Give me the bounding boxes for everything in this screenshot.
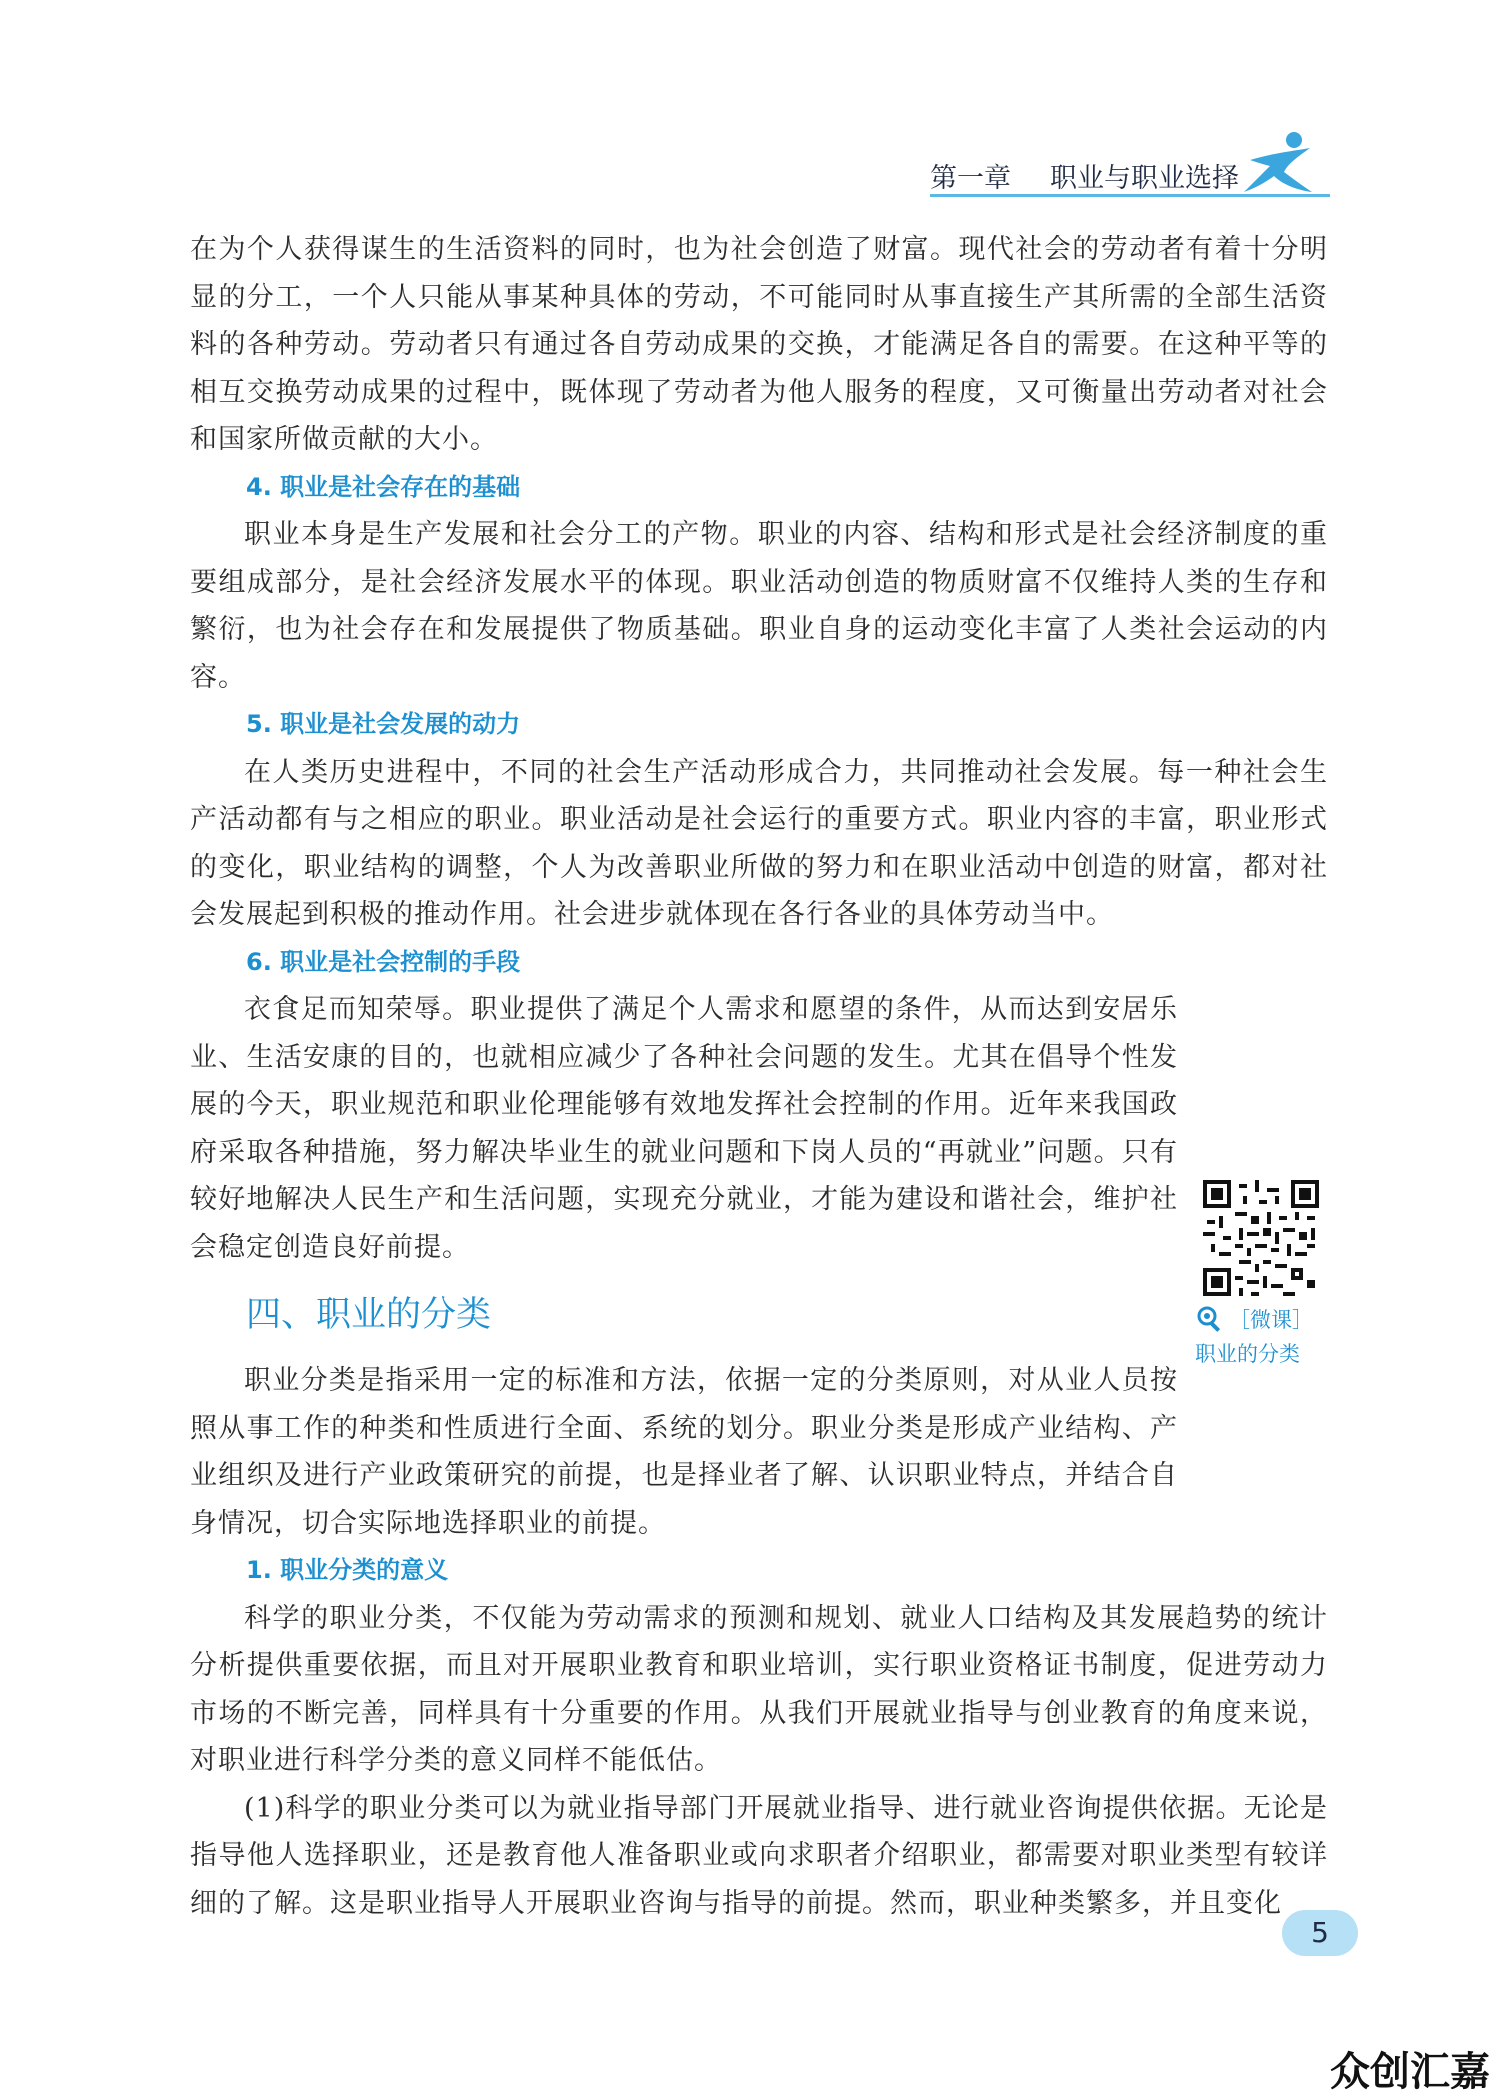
paragraph: 科学的职业分类，不仅能为劳动需求的预测和规划、就业人口结构及其发展趋势的统计分析提供重要依据，而且对开展职业教育和职业培训，实行职业资格证书制度，促进劳动力市场的不断完善，同样具有十分重要的作用。从我们开展就业指导与创业教育的角度来说，对职业进行科学分类的意义同样不能低估。 <box>190 1602 1328 1776</box>
subheading: 1. 职业分类的意义 <box>246 1556 449 1584</box>
paragraph: 职业本身是生产发展和社会分工的产物。职业的内容、结构和形式是社会经济制度的重要组成部分，是社会经济发展水平的体现。职业活动创造的物质财富不仅维持人类的生存和繁衍，也为社会存在和发展提供了物质基础。职业自身的运动变化丰富了人类社会运动的内容。 <box>190 519 1328 693</box>
chapter-title: 职业与职业选择 <box>1050 163 1239 194</box>
micro-lesson-tag: ［微课］ <box>1229 1308 1313 1332</box>
paragraph: 在人类历史进程中，不同的社会生产活动形成合力，共同推动社会发展。每一种社会生产活动都有与之相应的职业。职业活动是社会运行的重要方式。职业内容的丰富，职业形式的变化，职业结构的调整，个人为改善职业所做的努力和在职业活动中创造的财富，都对社会发展起到积极的推动作用。社会进步就体现在各行各业的具体劳动当中。 <box>190 756 1328 930</box>
running-header <box>930 130 1330 200</box>
paragraph: (1)科学的职业分类可以为就业指导部门开展就业指导、进行就业咨询提供依据。无论是指导他人选择职业，还是教育他人准备职业或向求职者介绍职业，都需要对职业类型有较详细的了解。这是职业指导人开展职业咨询与指导的前提。然而，职业种类繁多，并且变化 <box>190 1792 1328 1919</box>
subheading: 6. 职业是社会控制的手段 <box>246 947 521 976</box>
section-title: 四、职业的分类 <box>246 1295 492 1335</box>
subheading: 5. 职业是社会发展的动力 <box>246 710 521 738</box>
paragraph: 衣食足而知荣辱。职业提供了满足个人需求和愿望的条件，从而达到安居乐业、生活安康的目的，也就相应减少了各种社会问题的发生。尤其在倡导个性发展的今天，职业规范和职业伦理能够有效地发挥社会控制的作用。近年来我国政府采取各种措施，努力解决毕业生的就业问题和下岗人员的“再就业”问题。只有较好地解决人民生产和生活问题，实现充分就业，才能为建设和谐社会，维护社会稳定创造良好前提。 <box>190 994 1178 1263</box>
magnifier-icon <box>1195 1304 1225 1334</box>
watermark-logo: 众创汇嘉 <box>1330 2049 1490 2095</box>
qr-caption: 职业的分类 <box>1195 1342 1300 1366</box>
micro-lesson-row[interactable] <box>1195 1304 1335 1334</box>
paragraph: 在为个人获得谋生的生活资料的同时，也为社会创造了财富。现代社会的劳动者有着十分明显的分工，一个人只能从事某种具体的劳动，不可能同时从事直接生产其所需的全部生活资料的各种劳动。劳动者只有通过各自劳动成果的交换，才能满足各自的需要。在这种平等的相互交换劳动成果的过程中，既体现了劳动者为他人服务的程度，又可衡量出劳动者对社会和国家所做贡献的大小。 <box>190 234 1328 455</box>
paragraph: 职业分类是指采用一定的标准和方法，依据一定的分类原则，对从业人员按照从事工作的种类和性质进行全面、系统的划分。职业分类是形成产业结构、产业组织及进行产业政策研究的前提，也是择业者了解、认识职业特点，并结合自身情况，切合实际地选择职业的前提。 <box>190 1365 1178 1539</box>
qr-video-link[interactable] <box>1195 1180 1335 1368</box>
subheading: 4. 职业是社会存在的基础 <box>246 472 521 501</box>
page-number-badge: 5 <box>1282 1910 1358 1956</box>
chapter-label: 第一章 <box>930 163 1011 194</box>
qr-code[interactable] <box>1203 1180 1319 1296</box>
page-body <box>190 226 1328 1927</box>
running-figure-icon <box>1240 130 1320 196</box>
